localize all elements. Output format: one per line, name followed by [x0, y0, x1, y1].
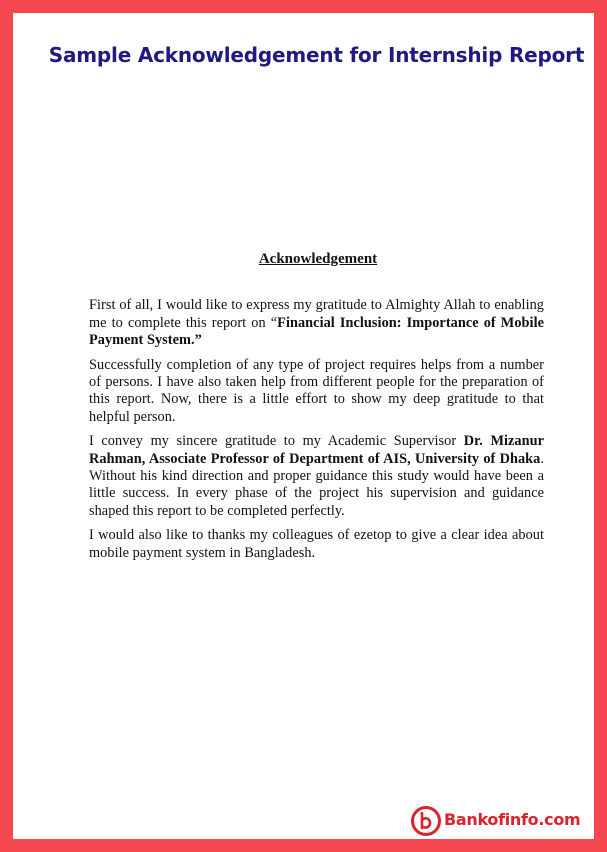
report-title: Financial Inclusion: Importance of Mobile Payment System.”: [89, 314, 544, 349]
paragraph-intro: [89, 297, 544, 349]
document-heading: Acknowledgement: [258, 251, 378, 267]
paragraph-help: Successfully completion of any type of project requires helps from a number of persons. I have also taken help from different people for the preparation of this report. Now, there is a little effort to show my deep gratitude to that helpful person.: [89, 356, 544, 425]
brand-logo-text: Bankofinfo.com: [444, 810, 581, 829]
paragraph-intro-text: First of all, I would like to express my gratitude to Almighty Allah to enabling me to complete this report on “: [89, 297, 544, 331]
supervisor-name: Dr. Mizanur Rahman, Associate Professor of Department of AIS, University of Dhaka: [89, 433, 545, 467]
b-letter-icon: [411, 806, 441, 836]
paragraph-colleagues: I would also like to thanks my colleagues of ezetop to give a clear idea about mobile payment system in Bangladesh.: [89, 527, 544, 561]
paragraph-supervisor-rest: . Without his kind direction and proper guidance this study would have been a little success. In every phase of the project his supervision and guidance shaped this report to be completed perfectly.: [89, 450, 544, 519]
paragraph-supervisor: [89, 433, 544, 520]
brand-logo[interactable]: [411, 806, 603, 840]
paragraph-supervisor-lead: I convey my sincere gratitude to my Academic Supervisor: [89, 433, 464, 450]
acknowledgement-document: [89, 251, 544, 569]
page-title: Sample Acknowledgement for Internship Report: [48, 43, 585, 67]
